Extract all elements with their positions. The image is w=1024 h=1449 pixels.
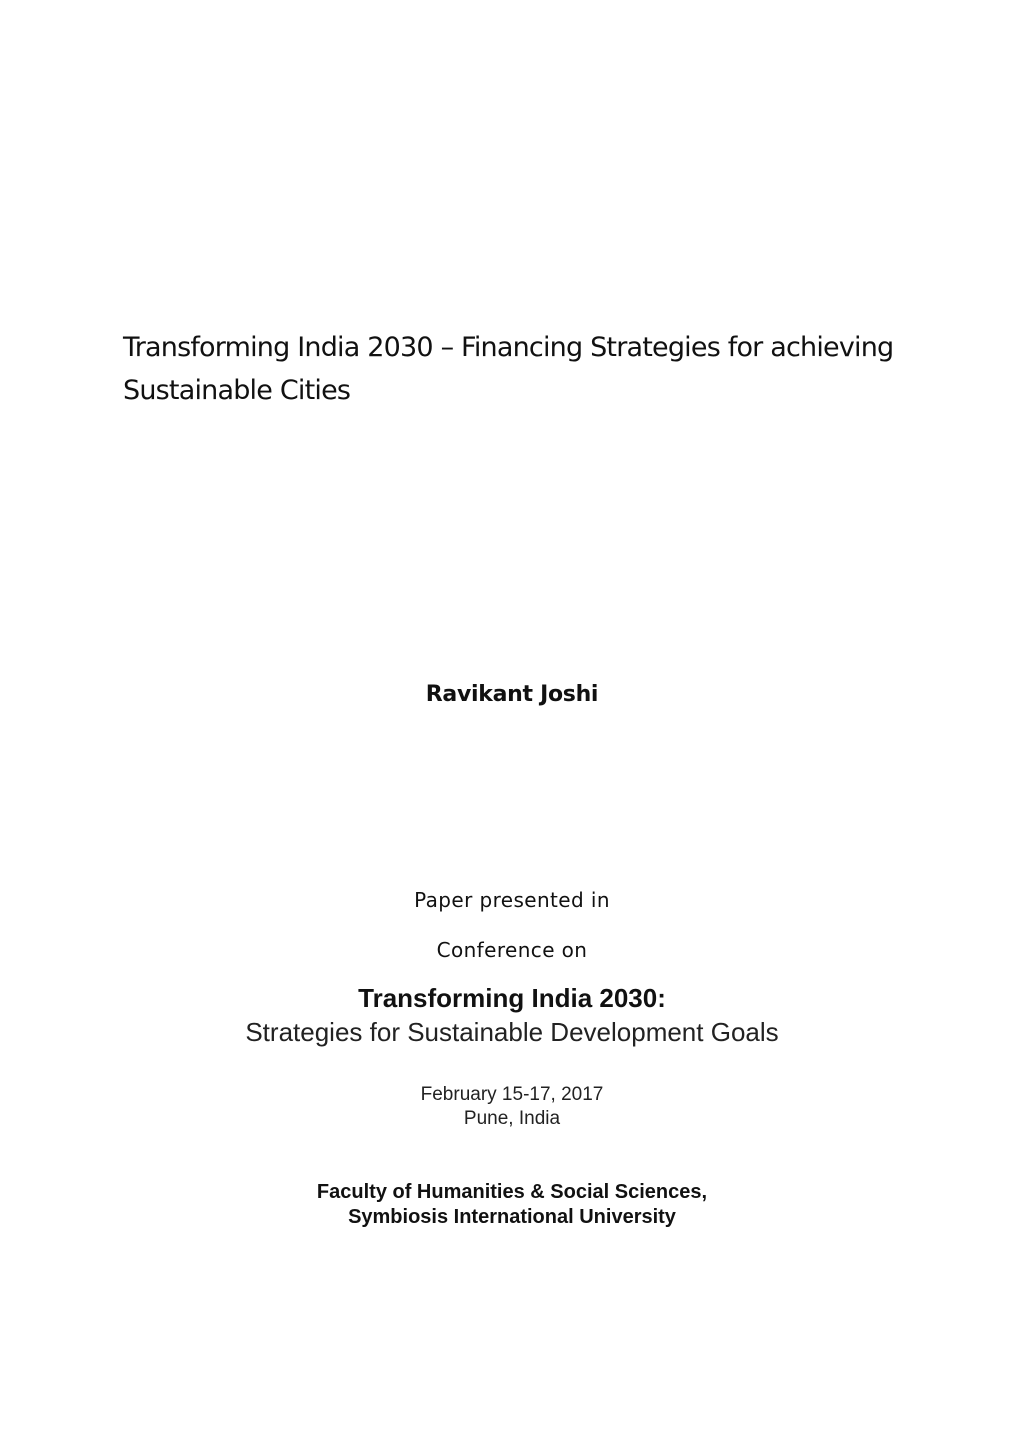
organizer-faculty: Faculty of Humanities & Social Sciences,	[316, 1181, 708, 1203]
paper-title-line-2: Sustainable Cities	[123, 375, 351, 406]
conference-on-text: Conference on	[436, 938, 588, 962]
paper-title	[123, 326, 923, 412]
paper-title-line-1: Transforming India 2030 – Financing Strategies for achieving	[123, 332, 894, 363]
organizer-university: Symbiosis International University	[348, 1206, 676, 1228]
conference-date: February 15-17, 2017	[420, 1084, 604, 1105]
conference-location: Pune, India	[463, 1108, 561, 1129]
author-name: Ravikant Joshi	[425, 682, 599, 707]
presented-in-text: Paper presented in	[414, 888, 610, 912]
conference-subtitle: Strategies for Sustainable Development Goals	[245, 1017, 779, 1047]
conference-title: Transforming India 2030:	[358, 983, 666, 1013]
